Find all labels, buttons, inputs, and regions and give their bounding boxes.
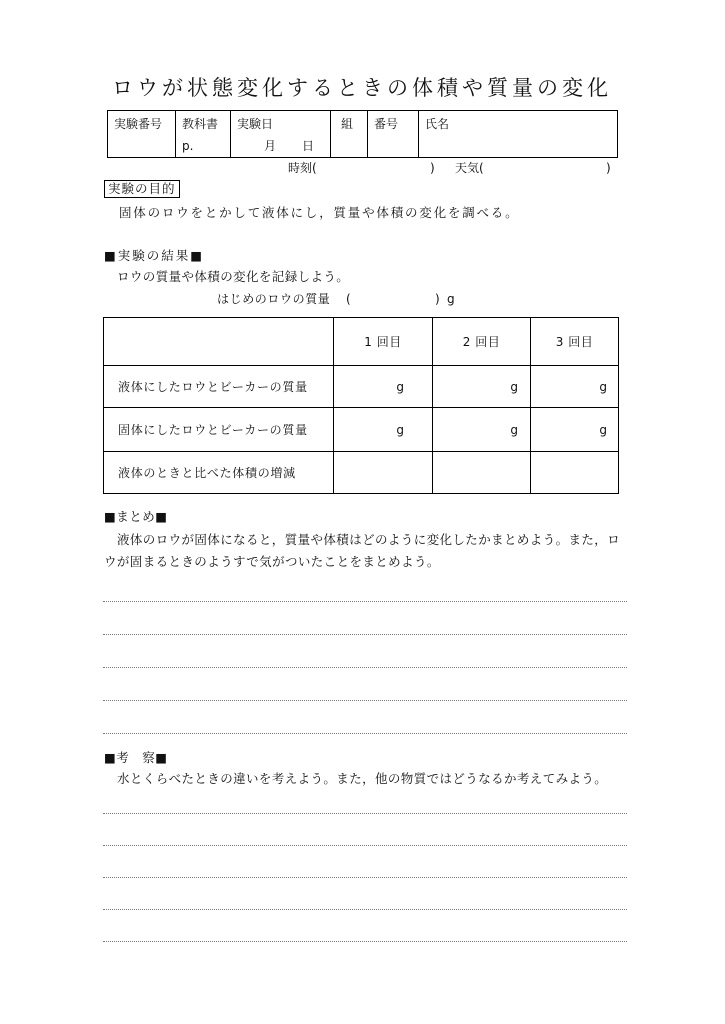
experiment-date-cell — [231, 111, 331, 158]
textbook-label: 教科書 — [182, 117, 219, 131]
date-fields — [237, 135, 330, 157]
class-cell — [331, 111, 368, 158]
student-name-label: 氏名 — [425, 117, 450, 131]
class-label: 組 — [341, 117, 354, 131]
answer-cell — [531, 452, 619, 494]
summary-heading: ■まとめ■ — [104, 509, 168, 524]
student-info-row — [108, 111, 618, 158]
consideration-instruction: 水とくらべたときの違いを考えよう。また，他の物質ではどうなるか考えてみよう。 — [117, 771, 608, 786]
column-header-trial-2: 2 回目 — [433, 318, 531, 366]
initial-mass-open-paren: ( — [346, 292, 351, 306]
consideration-answer-line — [103, 909, 627, 910]
student-number-cell — [368, 111, 419, 158]
row-label-solid-mass: 固体にしたロウとビーカーの質量 — [104, 408, 334, 452]
answer-cell: g — [531, 366, 619, 408]
purpose-heading: 実験の目的 — [104, 180, 180, 198]
answer-cell: g — [334, 366, 433, 408]
table-row — [104, 408, 619, 452]
initial-mass-unit: g — [447, 292, 455, 306]
column-header-trial-3: 3 回目 — [531, 318, 619, 366]
row-label-volume-change: 液体のときと比べた体積の増減 — [104, 452, 334, 494]
student-info-table — [107, 110, 618, 158]
answer-cell — [433, 452, 531, 494]
worksheet-title: ロウが状態変化するときの体積や質量の変化 — [112, 76, 612, 100]
time-close-paren: ) — [430, 161, 435, 175]
weather-close-paren: ) — [606, 161, 611, 175]
summary-instruction-line-2: ウが固まるときのようすで気がついたことをまとめよう。 — [104, 554, 440, 569]
initial-mass-label: はじめのロウの質量 — [217, 292, 331, 306]
results-heading: ■実験の結果■ — [104, 248, 205, 263]
time-label: 時刻( — [288, 161, 317, 175]
column-header-trial-1: 1 回目 — [334, 318, 433, 366]
textbook-cell — [176, 111, 231, 158]
consideration-answer-line — [103, 877, 627, 878]
answer-cell: g — [334, 408, 433, 452]
experiment-number-label: 実験番号 — [114, 117, 163, 131]
experiment-date-label: 実験日 — [237, 117, 274, 131]
summary-instruction-line-1: 液体のロウが固体になると，質量や体積はどのように変化したかまとめよう。また，ロ — [117, 532, 621, 547]
initial-mass-close-paren: ) — [435, 292, 440, 306]
summary-answer-line — [103, 733, 627, 734]
student-number-label: 番号 — [374, 117, 399, 131]
purpose-text: 固体のロウをとかして液体にし，質量や体積の変化を調べる。 — [119, 205, 520, 220]
consideration-answer-line — [103, 941, 627, 942]
student-name-cell — [419, 111, 618, 158]
results-instruction: ロウの質量や体積の変化を記録しよう。 — [117, 269, 350, 284]
month-label: 月 — [264, 139, 277, 153]
consideration-heading: ■考 察■ — [104, 750, 168, 765]
summary-answer-line — [103, 634, 627, 635]
consideration-answer-line — [103, 813, 627, 814]
summary-answer-line — [103, 700, 627, 701]
consideration-answer-line — [103, 845, 627, 846]
answer-cell: g — [433, 366, 531, 408]
table-row — [104, 452, 619, 494]
row-label-liquid-mass: 液体にしたロウとビーカーの質量 — [104, 366, 334, 408]
summary-answer-line — [103, 667, 627, 668]
results-header-row — [104, 318, 619, 366]
summary-answer-line — [103, 601, 627, 602]
results-table — [103, 317, 619, 494]
experiment-number-cell — [108, 111, 176, 158]
weather-label: 天気( — [455, 161, 484, 175]
answer-cell: g — [433, 408, 531, 452]
textbook-page-label: p. — [182, 139, 194, 153]
results-corner-cell — [104, 318, 334, 366]
day-label: 日 — [302, 139, 315, 153]
answer-cell — [334, 452, 433, 494]
answer-cell: g — [531, 408, 619, 452]
table-row — [104, 366, 619, 408]
